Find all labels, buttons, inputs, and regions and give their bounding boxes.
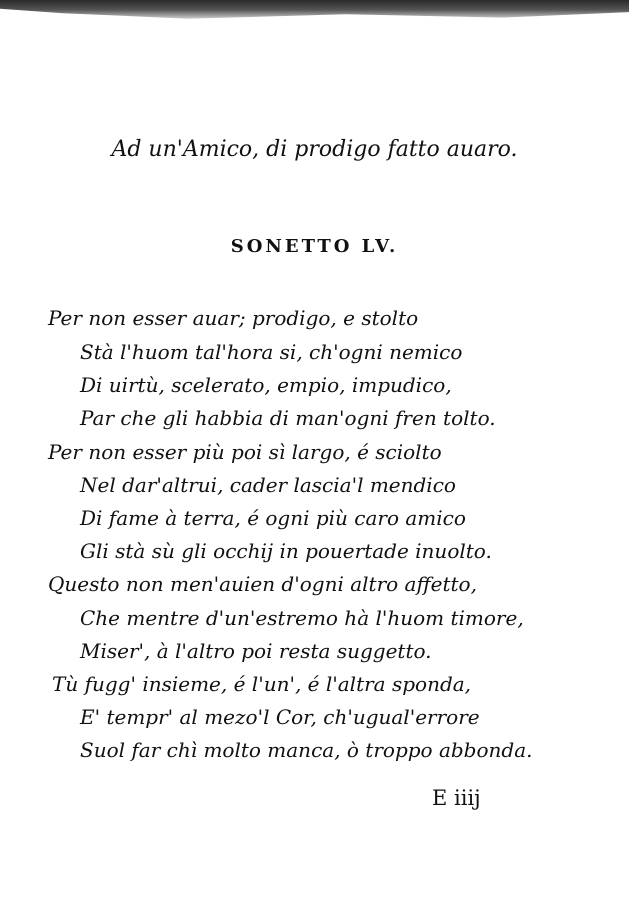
verse-line: Per non esser auar; prodigo, e stolto [48, 306, 419, 330]
verse-line: Di fame à terra, é ogni più caro amico [80, 506, 466, 530]
verse-line: Nel dar'altrui, cader lascia'l mendico [80, 473, 456, 497]
poem-title: Ad un'Amico, di prodigo fatto auaro. [111, 137, 518, 162]
verse-line: Stà l'huom tal'hora si, ch'ogni nemico [80, 340, 463, 364]
verse-line: Per non esser più poi sì largo, é sciolto [48, 440, 442, 464]
verse-line: Di uirtù, scelerato, empio, impudico, [80, 373, 452, 397]
verse-line: Miser', à l'altro poi resta suggetto. [80, 639, 432, 663]
signature-mark: E iiij [432, 786, 481, 810]
verse-line: Par che gli habbia di man'ogni fren tolto. [80, 406, 496, 430]
verse-line: Che mentre d'un'estremo hà l'huom timore, [80, 606, 524, 630]
verse-line: E' tempr' al mezo'l Cor, ch'ugual'errore [80, 705, 480, 729]
verse-line: Gli stà sù gli occhij in pouertade inuolto. [80, 539, 492, 563]
sonnet-heading: SONETTO LV. [230, 236, 399, 257]
verse-line: Tù fugg' insieme, é l'un', é l'altra sponda, [52, 672, 472, 696]
verse-line: Suol far chì molto manca, ò troppo abbonda. [80, 738, 533, 762]
verse-line: Questo non men'auien d'ogni altro affetto, [48, 572, 477, 596]
